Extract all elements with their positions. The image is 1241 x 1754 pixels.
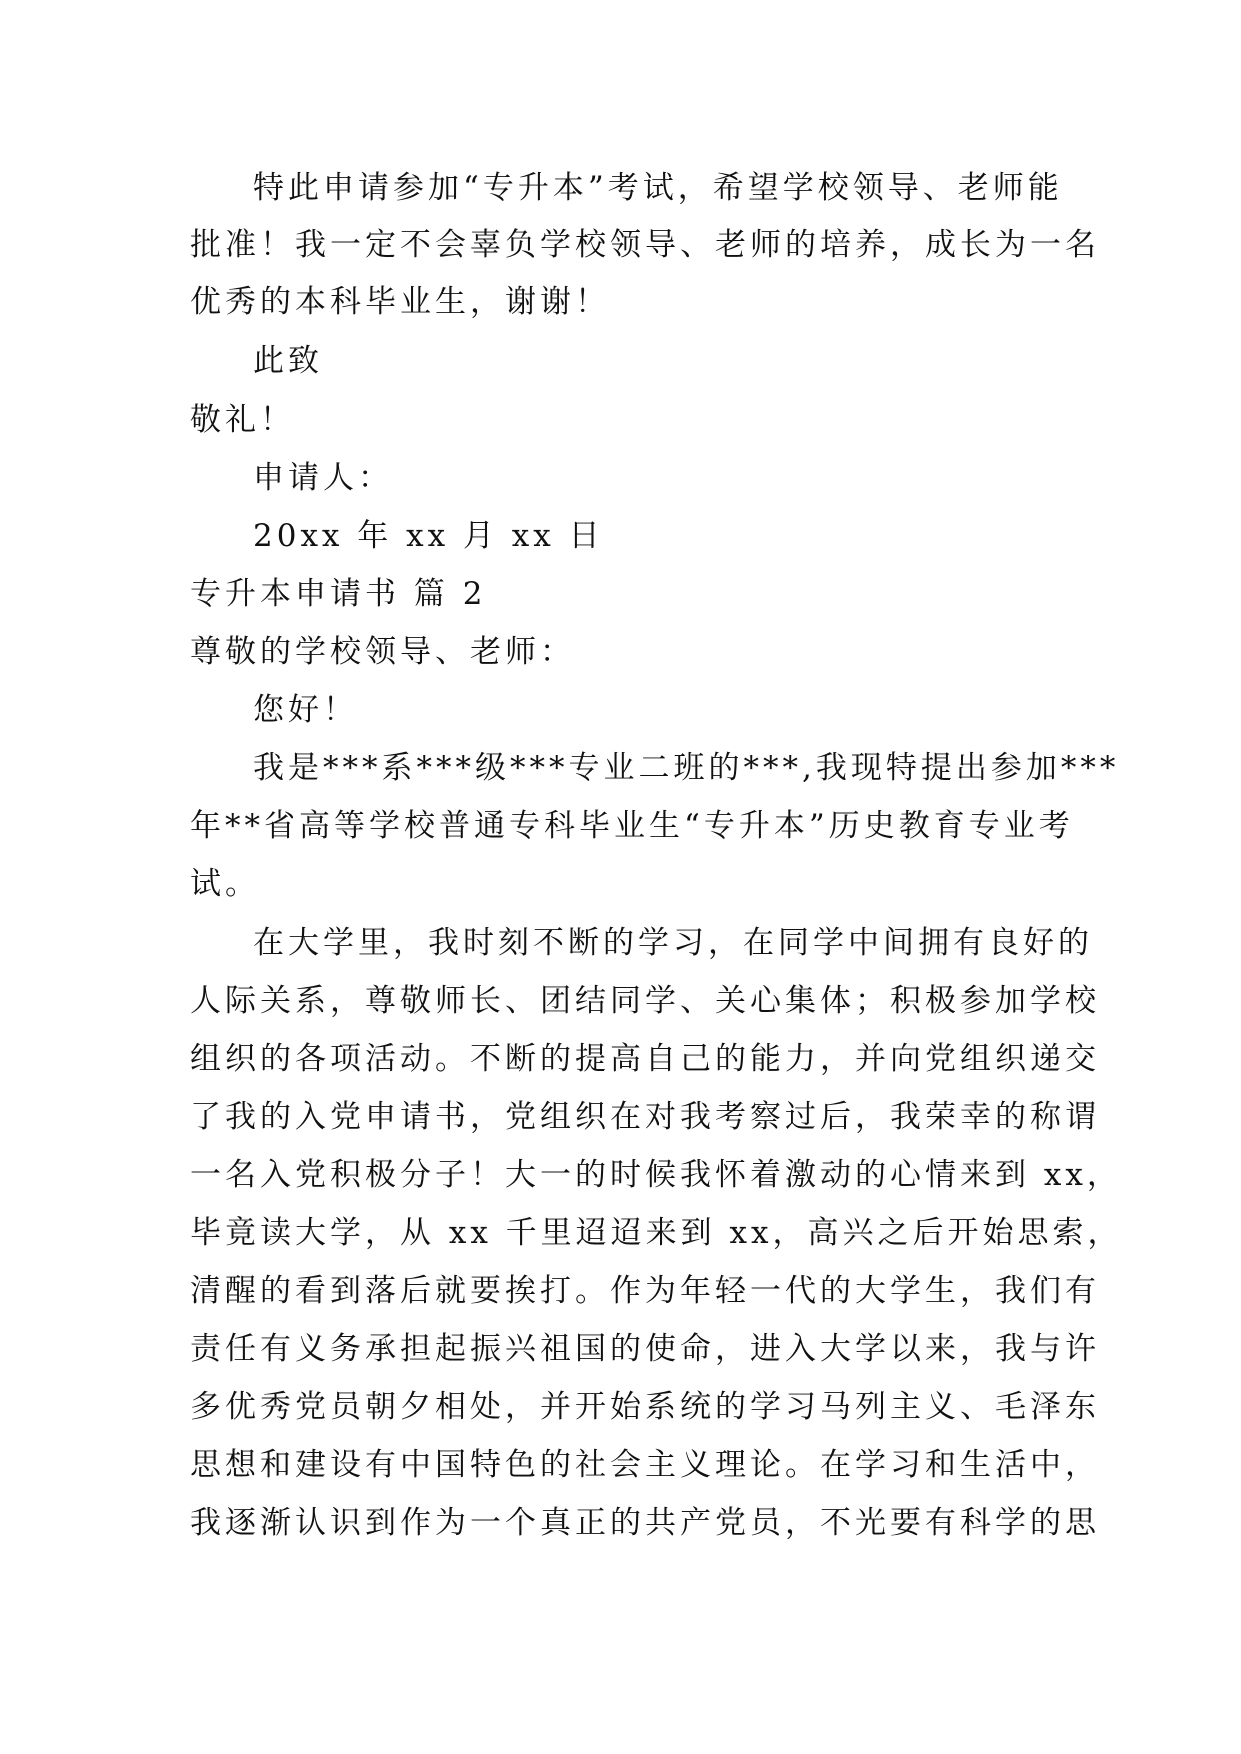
paragraph-line-1: 特此申请参加“专升本”考试，希望学校领导、老师能	[253, 170, 1063, 206]
closing-salutation: 此致	[253, 343, 323, 379]
applicant-label: 申请人：	[253, 460, 393, 496]
greeting-recipient: 尊敬的学校领导、老师：	[190, 634, 575, 670]
paragraph-line-14: 在大学里，我时刻不断的学习，在同学中间拥有良好的	[253, 925, 1093, 961]
closing-regards: 敬礼！	[190, 402, 295, 438]
paragraph-line-23: 思想和建设有中国特色的社会主义理论。在学习和生活中，	[190, 1447, 1100, 1483]
paragraph-line-11: 我是***系***级***专业二班的***,我现特提出参加***	[253, 750, 1120, 786]
paragraph-line-22: 多优秀党员朝夕相处，并开始系统的学习马列主义、毛泽东	[190, 1389, 1100, 1425]
paragraph-line-18: 一名入党积极分子！大一的时候我怀着激动的心情来到 xx，	[190, 1157, 1122, 1193]
paragraph-line-17: 了我的入党申请书，党组织在对我考察过后，我荣幸的称谓	[190, 1099, 1100, 1135]
paragraph-line-24: 我逐渐认识到作为一个真正的共产党员，不光要有科学的思	[190, 1505, 1100, 1541]
paragraph-line-16: 组织的各项活动。不断的提高自己的能力，并向党组织递交	[190, 1041, 1100, 1077]
paragraph-line-3: 优秀的本科毕业生，谢谢！	[190, 284, 610, 320]
paragraph-line-13: 试。	[190, 866, 260, 902]
paragraph-line-15: 人际关系，尊敬师长、团结同学、关心集体；积极参加学校	[190, 983, 1100, 1019]
paragraph-line-19: 毕竟读大学，从 xx 千里迢迢来到 xx，高兴之后开始思索，	[190, 1215, 1123, 1251]
date-line: 20xx 年 xx 月 xx 日	[253, 518, 604, 554]
section-heading: 专升本申请书 篇 2	[190, 576, 487, 612]
paragraph-line-12: 年**省高等学校普通专科毕业生“专升本”历史教育专业考	[190, 808, 1074, 844]
paragraph-line-2: 批准！我一定不会辜负学校领导、老师的培养，成长为一名	[190, 227, 1100, 263]
greeting-hello: 您好！	[253, 692, 358, 728]
paragraph-line-20: 清醒的看到落后就要挨打。作为年轻一代的大学生，我们有	[190, 1273, 1100, 1309]
paragraph-line-21: 责任有义务承担起振兴祖国的使命，进入大学以来，我与许	[190, 1331, 1100, 1367]
